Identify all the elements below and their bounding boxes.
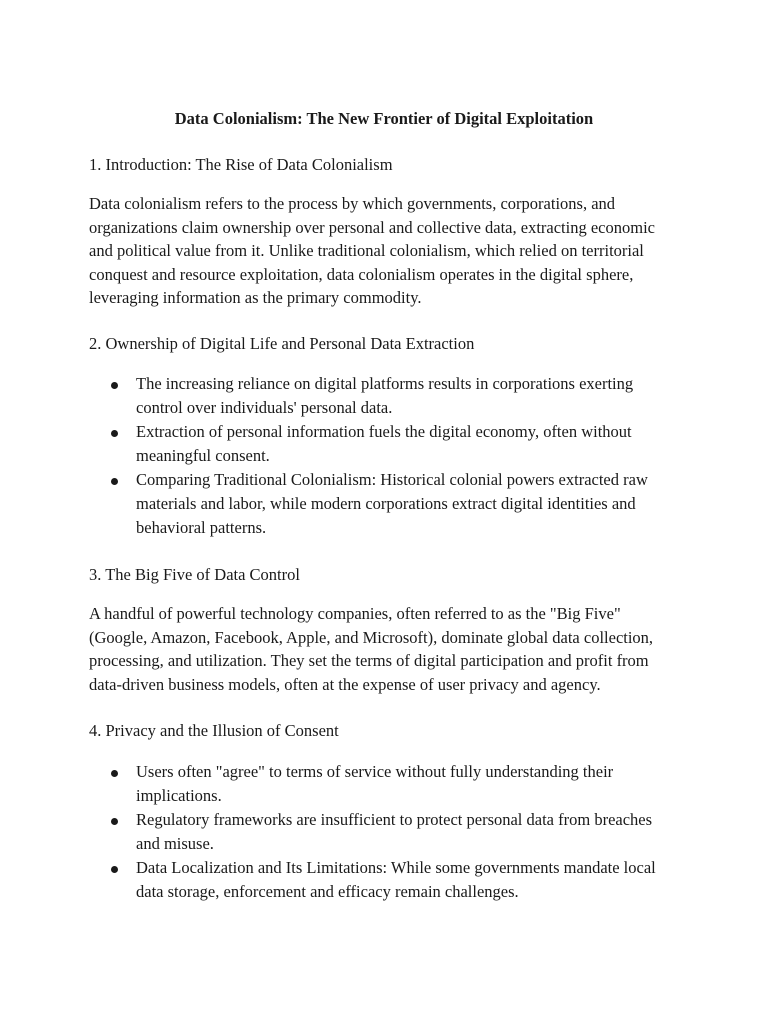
section-heading-big-five: 3. The Big Five of Data Control — [89, 565, 300, 584]
list-item — [89, 856, 679, 904]
bullet-icon — [111, 430, 118, 437]
section-heading-introduction: 1. Introduction: The Rise of Data Colonialism — [89, 155, 393, 174]
bullet-icon — [111, 770, 118, 777]
list-item — [89, 420, 679, 468]
list-item-text: Regulatory frameworks are insufficient to protect personal data from breaches and misuse. — [136, 810, 653, 853]
list-item — [89, 372, 679, 420]
list-item — [89, 468, 679, 540]
bullet-list-privacy — [89, 760, 679, 904]
section-heading-ownership: 2. Ownership of Digital Life and Personal Data Extraction — [89, 334, 475, 353]
bullet-icon — [111, 818, 118, 825]
list-item-text: Extraction of personal information fuels the digital economy, often without meaningful consent. — [136, 422, 632, 465]
bullet-icon — [111, 382, 118, 389]
bullet-icon — [111, 478, 118, 485]
list-item — [89, 808, 679, 856]
bullet-icon — [111, 866, 118, 873]
list-item-text: Data Localization and Its Limitations: While some governments mandate local data storage, enforcement and efficacy remain challenges. — [136, 858, 656, 901]
list-item-text: Comparing Traditional Colonialism: Historical colonial powers extracted raw materials and labor, while modern corporations extract digital identities and behavioral patterns. — [136, 470, 648, 537]
list-item-text: The increasing reliance on digital platforms results in corporations exerting control over individuals' personal data. — [136, 374, 634, 417]
document-title: Data Colonialism: The New Frontier of Digital Exploitation — [174, 109, 594, 128]
bullet-list-ownership — [89, 372, 679, 540]
section-heading-privacy: 4. Privacy and the Illusion of Consent — [89, 721, 339, 740]
list-item — [89, 760, 679, 808]
section-paragraph-big-five: A handful of powerful technology companies, often referred to as the "Big Five" (Google, Amazon, Facebook, Apple, and Microsoft), dominate global data collection, processing, and utilization. They set the terms of digital participation and profit from data-driven business models, often at the expense of user privacy and agency. — [89, 604, 654, 694]
list-item-text: Users often "agree" to terms of service without fully understanding their implications. — [136, 762, 614, 805]
section-paragraph-introduction: Data colonialism refers to the process by which governments, corporations, and organizations claim ownership over personal and collective data, extracting economic and political value from it. Unlike traditional colonialism, which relied on territorial conquest and resource exploitation, data colonialism operates in the digital sphere, leveraging information as the primary commodity. — [89, 194, 655, 308]
